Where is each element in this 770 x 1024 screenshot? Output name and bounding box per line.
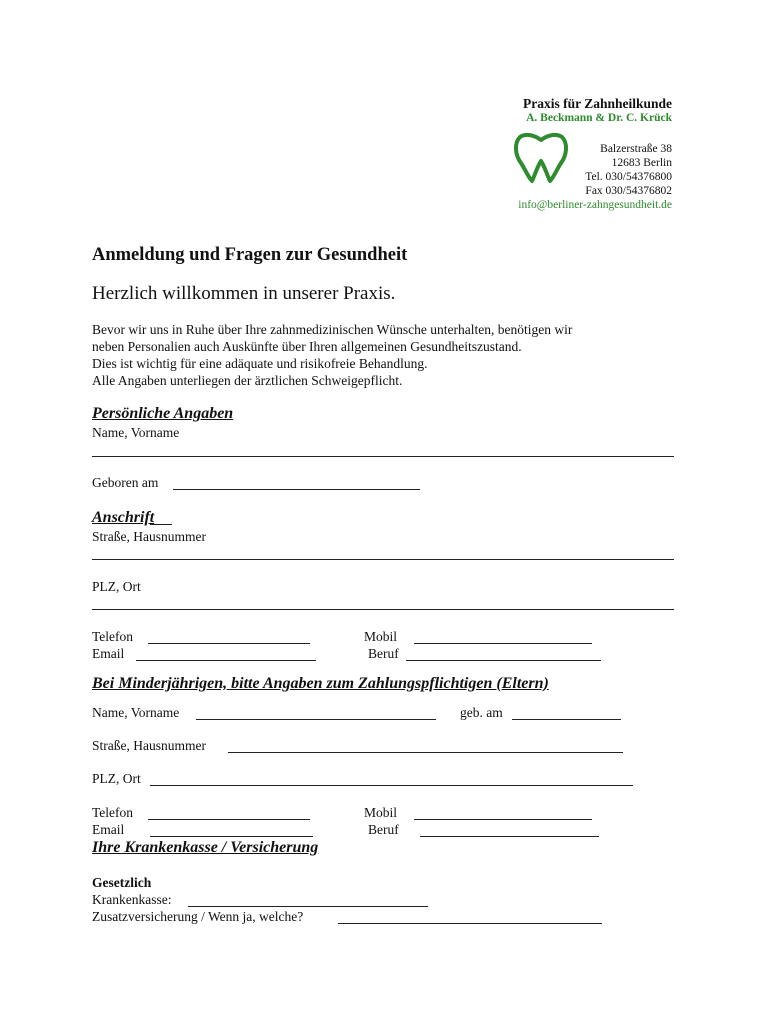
section-heading-personal: Persönliche Angaben [92, 405, 234, 422]
kasse-label: Krankenkasse: [92, 892, 172, 907]
street-label: Straße, Hausnummer [92, 529, 206, 544]
section-heading-minors: Bei Minderjährigen, bitte Angaben zum Zahlungspflichtigen (Eltern) [92, 675, 549, 692]
guardian-street-field[interactable] [228, 752, 623, 753]
heading-underline-extension [150, 524, 172, 525]
intro-line: neben Personalien auch Auskünfte über Ihren allgemeinen Gesundheitszustand. [92, 339, 522, 354]
guardian-birth-label: geb. am [460, 705, 503, 720]
email-label: Email [92, 646, 125, 661]
guardian-email-label: Email [92, 822, 125, 837]
guardian-name-field[interactable] [196, 719, 436, 720]
intro-line: Alle Angaben unterliegen der ärztlichen Schweigepflicht. [92, 373, 403, 388]
insurance-type: Gesetzlich [92, 875, 152, 890]
welcome-text: Herzlich willkommen in unserer Praxis. [92, 283, 396, 304]
extra-insurance-label: Zusatzversicherung / Wenn ja, welche? [92, 909, 304, 924]
doctor-names: A. Beckmann & Dr. C. Krück [526, 112, 672, 124]
address-city: 12683 Berlin [611, 157, 672, 169]
street-field[interactable] [92, 559, 674, 560]
guardian-mobile-field[interactable] [414, 819, 592, 820]
guardian-name-label: Name, Vorname [92, 705, 180, 720]
guardian-job-label: Beruf [368, 822, 399, 837]
job-label: Beruf [368, 646, 399, 661]
mobile-field[interactable] [414, 643, 592, 644]
phone-number: Tel. 030/54376800 [585, 171, 672, 183]
guardian-email-field[interactable] [150, 836, 313, 837]
address-street: Balzerstraße 38 [600, 143, 672, 155]
extra-insurance-field[interactable] [338, 923, 602, 924]
birth-field[interactable] [173, 489, 420, 490]
fax-number: Fax 030/54376802 [585, 185, 672, 197]
email-link[interactable]: info@berliner-zahngesundheit.de [518, 199, 672, 211]
birth-label: Geboren am [92, 475, 159, 490]
phone-field[interactable] [148, 643, 310, 644]
mobile-label: Mobil [364, 629, 398, 644]
plz-field[interactable] [92, 609, 674, 610]
name-field[interactable] [92, 456, 674, 457]
email-field[interactable] [136, 660, 316, 661]
section-heading-address: Anschrift [92, 509, 155, 526]
intro-line: Dies ist wichtig für eine adäquate und risikofreie Behandlung. [92, 356, 428, 371]
guardian-phone-field[interactable] [148, 819, 310, 820]
section-heading-insurance: Ihre Krankenkasse / Versicherung [92, 839, 319, 856]
guardian-job-field[interactable] [420, 836, 599, 837]
page-title: Anmeldung und Fragen zur Gesundheit [92, 245, 408, 265]
tooth-logo-icon [512, 131, 570, 185]
guardian-birth-field[interactable] [512, 719, 621, 720]
guardian-plz-label: PLZ, Ort [92, 771, 141, 786]
guardian-phone-label: Telefon [92, 805, 134, 820]
practice-name: Praxis für Zahnheilkunde [522, 96, 672, 111]
phone-label: Telefon [92, 629, 134, 644]
guardian-mobile-label: Mobil [364, 805, 398, 820]
guardian-street-label: Straße, Hausnummer [92, 738, 206, 753]
kasse-field[interactable] [188, 906, 428, 907]
guardian-plz-field[interactable] [150, 785, 633, 786]
plz-label: PLZ, Ort [92, 579, 141, 594]
intro-line: Bevor wir uns in Ruhe über Ihre zahnmedizinischen Wünsche unterhalten, benötigen wir [92, 322, 573, 337]
name-label: Name, Vorname [92, 425, 180, 440]
job-field[interactable] [406, 660, 601, 661]
